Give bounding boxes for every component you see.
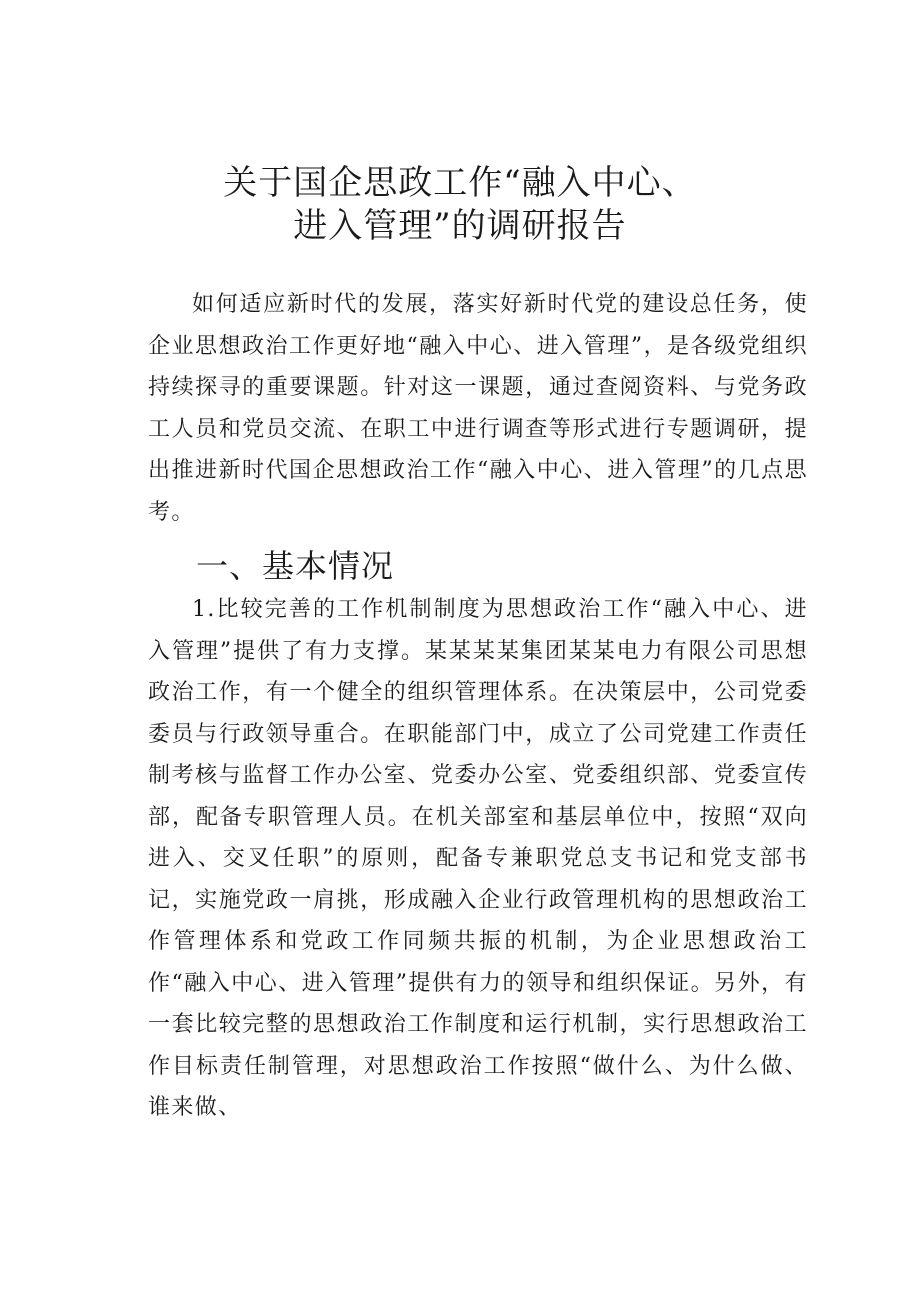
document-title-line-2: 进入管理”的调研报告 — [293, 206, 627, 246]
section-1-paragraph-1: 1.比较完善的工作机制制度为思想政治工作“融入中心、进入管理”提供了有力支撑。某某某某集团某某电力有限公司思想政治工作，有一个健全的组织管理体系。在决策层中，公司党委委员与行政领导重合。在职能部门中，成立了公司党建工作责任制考核与监督工作办公室、党委办公室、党委组织部、党委宣传部，配备专职管理人员。在机关部室和基层单位中，按照“双向进入、交叉任职”的原则，配备专兼职党总支书记和党支部书记，实施党政一肩挑，形成融入企业行政管理机构的思想政治工作管理体系和党政工作同频共振的机制，为企业思想政治工作“融入中心、进入管理”提供有力的领导和组织保证。另外，有一套比较完整的思想政治工作制度和运行机制，实行思想政治工作目标责任制管理，对思想政治工作按照“做什么、为什么做、谁来做、 — [148, 597, 808, 1120]
intro-paragraph: 如何适应新时代的发展，落实好新时代党的建设总任务，使企业思想政治工作更好地“融入中心、进入管理”，是各级党组织持续探寻的重要课题。针对这一课题，通过查阅资料、与党务政工人员和党员交流、在职工中进行调查等形式进行专题调研，提出推进新时代国企思想政治工作“融入中心、进入管理”的几点思考。 — [148, 292, 808, 525]
intro-section — [148, 284, 808, 533]
section-1-heading: 一、基本情况 — [196, 547, 395, 585]
document-title-line-1: 关于国企思政工作“融入中心、 — [223, 163, 697, 203]
section-1-body — [148, 589, 808, 1129]
